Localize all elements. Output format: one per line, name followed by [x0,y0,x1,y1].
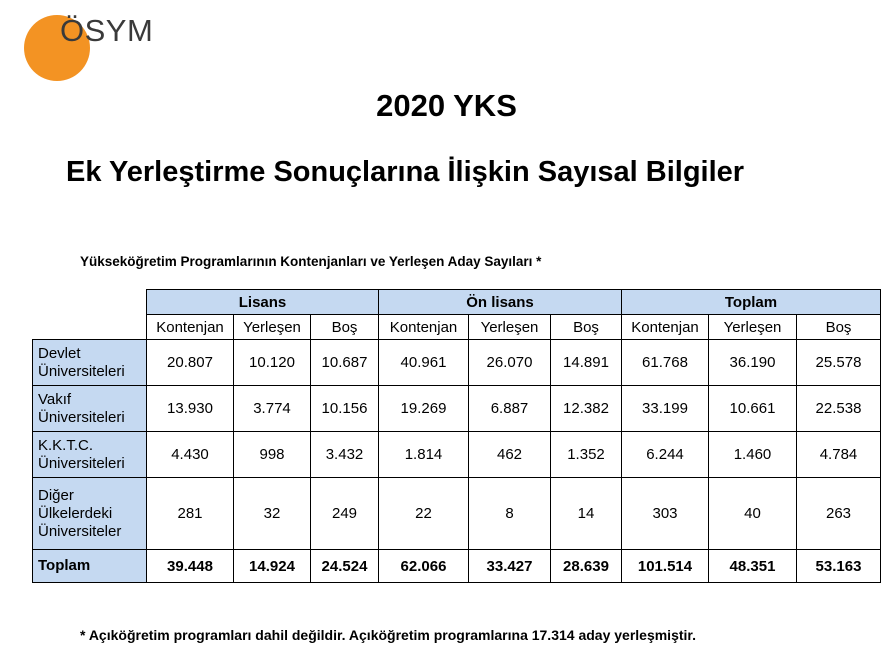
table-cell: 281 [147,478,234,550]
page-title: 2020 YKS [376,88,517,123]
table-row [33,432,881,478]
row-label [33,432,147,478]
row-label [33,386,147,432]
table-cell: 10.661 [709,386,797,432]
table-cell: 33.199 [622,386,709,432]
col-bos: Boş [311,315,379,340]
page-heading: Ek Yerleştirme Sonuçlarına İlişkin Sayısal Bilgiler [66,156,745,188]
table-body [33,340,881,550]
table-cell: 303 [622,478,709,550]
col-kontenjan: Kontenjan [622,315,709,340]
col-kontenjan: Kontenjan [147,315,234,340]
table-cell: 20.807 [147,340,234,386]
col-yerlesen: Yerleşen [234,315,311,340]
table-cell: 40.961 [379,340,469,386]
col-bos: Boş [551,315,622,340]
total-cell: 101.514 [622,550,709,583]
table-cell: 3.774 [234,386,311,432]
table-cell: 6.887 [469,386,551,432]
table-cell: 26.070 [469,340,551,386]
table-row [33,386,881,432]
table-cell: 61.768 [622,340,709,386]
total-cell: 53.163 [797,550,881,583]
results-table [32,289,881,583]
table-cell: 22 [379,478,469,550]
table-cell: 1.460 [709,432,797,478]
row-label-line: Devlet [38,344,81,362]
total-cell: 39.448 [147,550,234,583]
table-row [33,340,881,386]
total-cell: 14.924 [234,550,311,583]
table-cell: 1.814 [379,432,469,478]
group-header-lisans: Lisans [147,290,379,315]
table-cell: 13.930 [147,386,234,432]
total-cell: 48.351 [709,550,797,583]
row-label-line: Diğer [38,486,74,504]
row-label-line: Ülkelerdeki [38,504,113,522]
row-label-line: Üniversiteleri [38,362,125,380]
row-label-line: Üniversiteleri [38,454,125,472]
osym-logo [24,10,184,85]
table-cell: 6.244 [622,432,709,478]
row-label-line: Üniversiteler [38,522,122,540]
logo-text: ÖSYM [60,13,154,48]
total-row [33,550,881,583]
table-cell: 14.891 [551,340,622,386]
table-cell: 32 [234,478,311,550]
group-header-onlisans: Ön lisans [379,290,622,315]
row-label [33,478,147,550]
group-header-toplam: Toplam [622,290,881,315]
table-cell: 14 [551,478,622,550]
table-cell: 36.190 [709,340,797,386]
table-cell: 3.432 [311,432,379,478]
corner-cell [33,315,147,340]
table-cell: 1.352 [551,432,622,478]
col-kontenjan: Kontenjan [379,315,469,340]
total-cell: 28.639 [551,550,622,583]
group-header-row [33,290,881,315]
col-bos: Boş [797,315,881,340]
row-label-line: K.K.T.C. [38,436,94,454]
total-cell: 33.427 [469,550,551,583]
row-label-line: Üniversiteleri [38,408,125,426]
table-cell: 22.538 [797,386,881,432]
table-cell: 19.269 [379,386,469,432]
table-cell: 998 [234,432,311,478]
total-label: Toplam [33,550,147,583]
table-cell: 263 [797,478,881,550]
sub-header-row [33,315,881,340]
table-cell: 10.687 [311,340,379,386]
row-label [33,340,147,386]
table-cell: 10.120 [234,340,311,386]
table-cell: 462 [469,432,551,478]
col-yerlesen: Yerleşen [709,315,797,340]
col-yerlesen: Yerleşen [469,315,551,340]
table-cell: 8 [469,478,551,550]
table-cell: 25.578 [797,340,881,386]
corner-cell [33,290,147,315]
table-row [33,478,881,550]
table-caption: Yükseköğretim Programlarının Kontenjanları ve Yerleşen Aday Sayıları * [80,254,542,269]
table-cell: 4.784 [797,432,881,478]
row-label-line: Vakıf [38,390,72,408]
table-cell: 249 [311,478,379,550]
table-cell: 40 [709,478,797,550]
footnote: * Açıköğretim programları dahil değildir. Açıköğretim programlarına 17.314 aday yerleşmiştir. [80,627,696,643]
table-cell: 10.156 [311,386,379,432]
table-cell: 4.430 [147,432,234,478]
total-cell: 24.524 [311,550,379,583]
total-cell: 62.066 [379,550,469,583]
table-cell: 12.382 [551,386,622,432]
